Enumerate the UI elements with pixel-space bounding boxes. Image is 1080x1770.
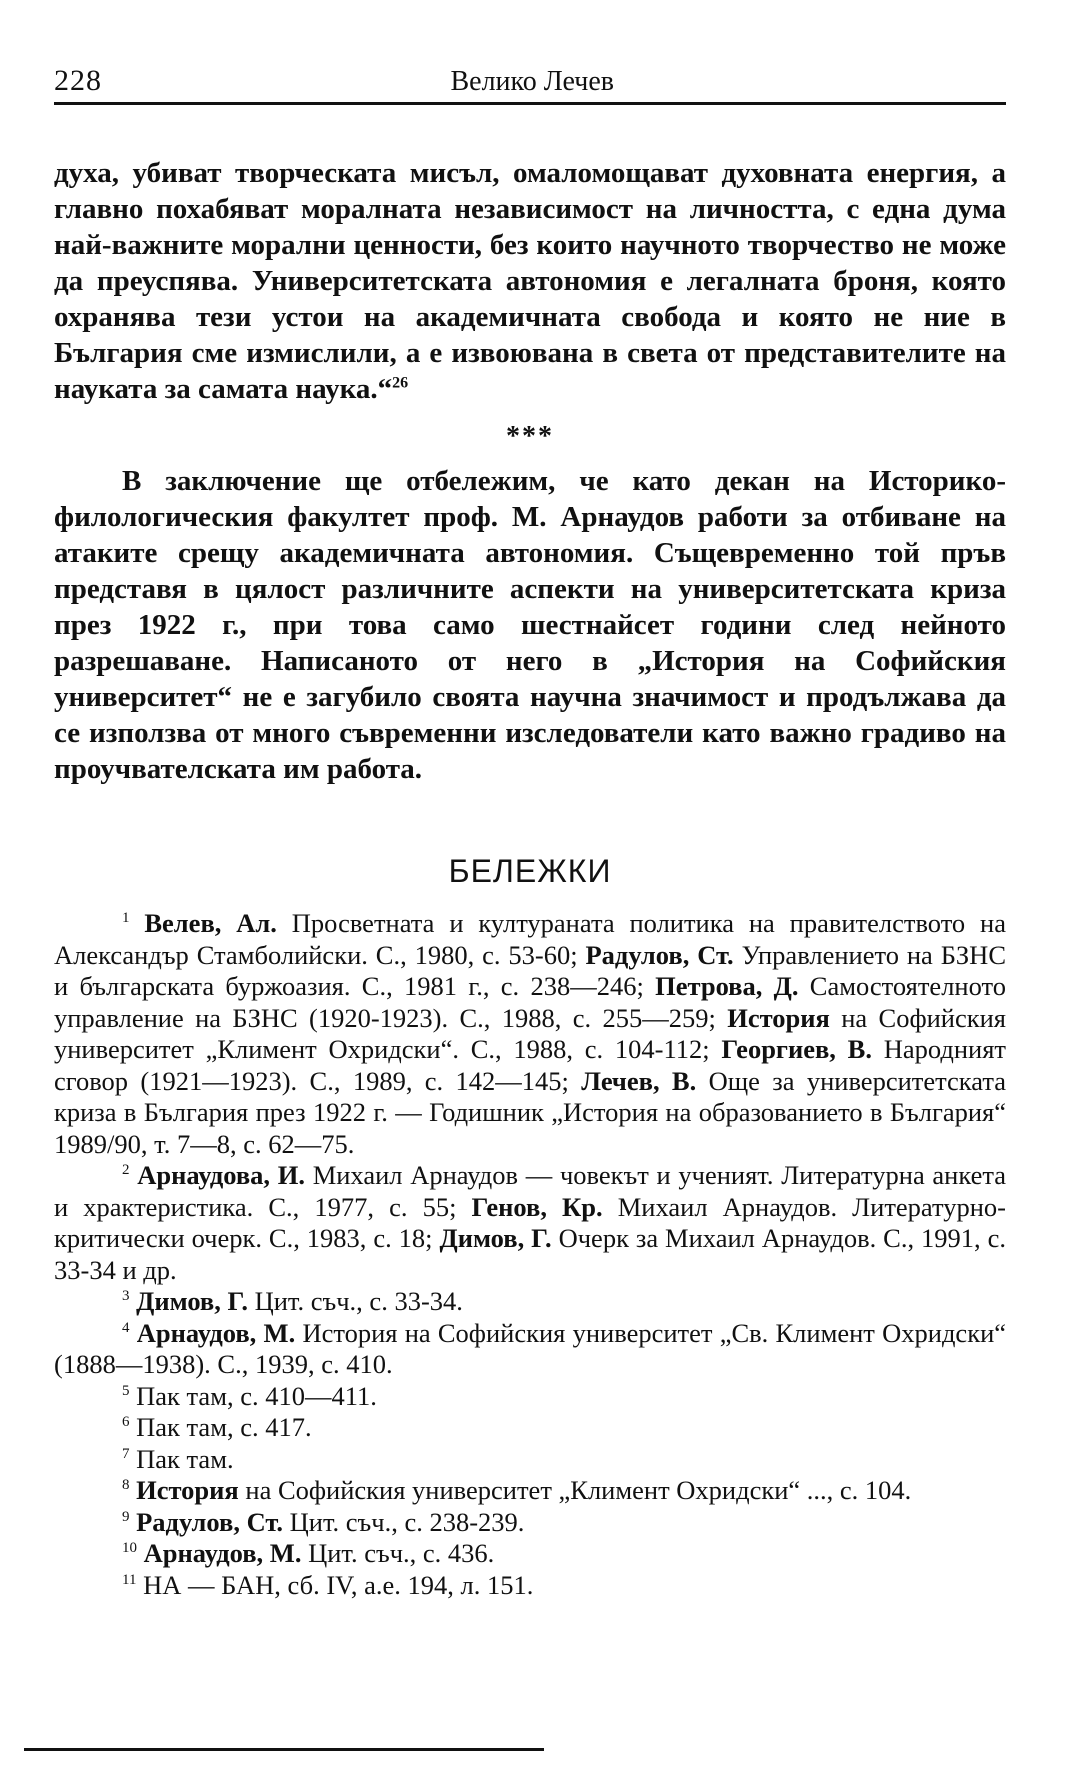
footnote-text: Цит. съч., с. 33-34. bbox=[247, 1286, 463, 1316]
footnote-text: Още за университетската криза в България през 1922 г. — Годишник „История на образованието в България“ 1989/90, т. 7—8, с. 62—75. bbox=[54, 1065, 1006, 1159]
footnote-number: 8 bbox=[122, 1477, 130, 1494]
footnote-author: Арнаудов, М. bbox=[136, 1317, 296, 1348]
footnote-author: Радулов, Ст. bbox=[585, 939, 734, 970]
footnote-author: История bbox=[727, 1002, 830, 1033]
footnote-author: Димов, Г. bbox=[136, 1286, 248, 1316]
bottom-rule bbox=[24, 1748, 544, 1751]
footnote-text: Пак там. bbox=[136, 1443, 234, 1474]
footnote bbox=[54, 1475, 1006, 1507]
notes-title: БЕЛЕЖКИ bbox=[448, 853, 612, 889]
footnote-text: Управлението на БЗНС и българската буржоазия. С., 1981 г., с. 238—246; bbox=[54, 939, 1006, 1001]
footnote-author: Велев, Ал. bbox=[144, 908, 277, 938]
footnote-number: 6 bbox=[122, 1414, 130, 1431]
footnote bbox=[54, 1381, 1006, 1413]
footnote bbox=[54, 1538, 1006, 1570]
footnote bbox=[54, 1412, 1006, 1444]
footnote bbox=[54, 1318, 1006, 1381]
footnote-author: Генов, Кр. bbox=[471, 1191, 603, 1222]
footnote-text: НА — БАН, сб. IV, а.е. 194, л. 151. bbox=[143, 1569, 534, 1600]
footnote-ref: 26 bbox=[392, 374, 409, 392]
footnote-number: 4 bbox=[122, 1319, 130, 1336]
footnote bbox=[54, 908, 1006, 1160]
footnote-text: на Софийския университет „Климент Охридски“ ..., с. 104. bbox=[238, 1475, 912, 1505]
footnote-number: 5 bbox=[122, 1382, 130, 1399]
footnote-text: Пак там, с. 410—411. bbox=[136, 1380, 377, 1411]
footnote-number: 7 bbox=[122, 1445, 130, 1462]
footnote-text: Пак там, с. 417. bbox=[136, 1412, 312, 1442]
footnote bbox=[54, 1160, 1006, 1286]
footnote-author: Георгиев, В. bbox=[721, 1034, 872, 1064]
footnote-author: Димов, Г. bbox=[439, 1223, 552, 1253]
footnote-text: Просветната и култураната политика на правителството на Александър Стамболийски. С., 1980, с. 53-60; bbox=[54, 908, 1006, 970]
footnote-text: на Софийския университет „Климент Охридски“. С., 1988, с. 104-112; bbox=[54, 1002, 1006, 1064]
footnote-number: 3 bbox=[122, 1288, 130, 1305]
footnote-number: 11 bbox=[122, 1571, 137, 1588]
footnote-text: Очерк за Михаил Арнаудов. С., 1991, с. 33-34 и др. bbox=[54, 1223, 1006, 1285]
conclusion-paragraph: В заключение ще отбележим, че като декан на Историко-филологическия факултет проф. М. Арнаудов работи за отбиване на атаките срещу академичната автономия. Същевременно той пръв представя в цялост различните аспекти на университетската криза през 1922 г., при това само шестнайсет години след нейното разрешаване. Написаното от него в „История на Софийския университет“ не е загубило своята научна значимост и продължава да се използва от много съвременни изследователи като важно градиво на проучвателската им работа. bbox=[54, 465, 1006, 785]
footnote-author: История bbox=[136, 1475, 239, 1505]
footnote-text: Самостоятелното управление на БЗНС (1920-1923). С., 1988, с. 255—259; bbox=[54, 971, 1006, 1033]
footnote-number: 2 bbox=[122, 1162, 130, 1179]
footnote bbox=[54, 1286, 1006, 1318]
footnote-author: Радулов, Ст. bbox=[136, 1506, 284, 1537]
main-text bbox=[54, 155, 1006, 787]
footnote-number: 9 bbox=[122, 1508, 130, 1525]
footnote-text: Цит. съч., с. 436. bbox=[301, 1538, 495, 1568]
footnote bbox=[54, 1507, 1006, 1539]
footnote bbox=[54, 1444, 1006, 1476]
section-separator: *** bbox=[506, 421, 554, 452]
continuation-paragraph bbox=[54, 155, 1006, 407]
book-page bbox=[54, 58, 1006, 1601]
notes-list bbox=[54, 908, 1006, 1601]
footnote-text: Цит. съч., с. 238-239. bbox=[283, 1506, 525, 1537]
running-head-author: Велико Лечев bbox=[450, 66, 614, 97]
footnote-number: 10 bbox=[122, 1540, 137, 1557]
footnote-author: Арнаудов, М. bbox=[143, 1538, 302, 1568]
footnote-text: Михаил Арнаудов. Литературно-критически очерк. С., 1983, с. 18; bbox=[54, 1191, 1006, 1253]
footnote-text: История на Софийския университет „Св. Климент Охридски“ (1888—1938). С., 1939, с. 410. bbox=[54, 1317, 1007, 1379]
footnote-author: Лечев, В. bbox=[581, 1065, 697, 1096]
footnote-text: Михаил Арнаудов — човекът и ученият. Литературна анкета и храктеристика. С., 1977, с. 55; bbox=[54, 1160, 1006, 1222]
continuation-text: духа, убиват творческата мисъл, омаломощават духовната енергия, а главно похабяват моралната независимост на личността, с една дума най-важните морални ценности, без които научното творчество не може да преуспява. Университетската автономия е легалната броня, която охранява тези устои на академичната свобода и която не ние в България сме измислили, а е извоювана в света от представителите на науката за самата наука.“ bbox=[54, 157, 1006, 405]
footnote bbox=[54, 1570, 1006, 1602]
page-number: 228 bbox=[54, 64, 102, 97]
footnote-author: Петрова, Д. bbox=[655, 971, 799, 1001]
footnote-author: Арнаудова, И. bbox=[137, 1160, 305, 1190]
footnote-number: 1 bbox=[122, 910, 130, 927]
footnote-text: Народният сговор (1921—1923). С., 1989, с. 142—145; bbox=[54, 1034, 1006, 1096]
page-header bbox=[54, 58, 1006, 105]
